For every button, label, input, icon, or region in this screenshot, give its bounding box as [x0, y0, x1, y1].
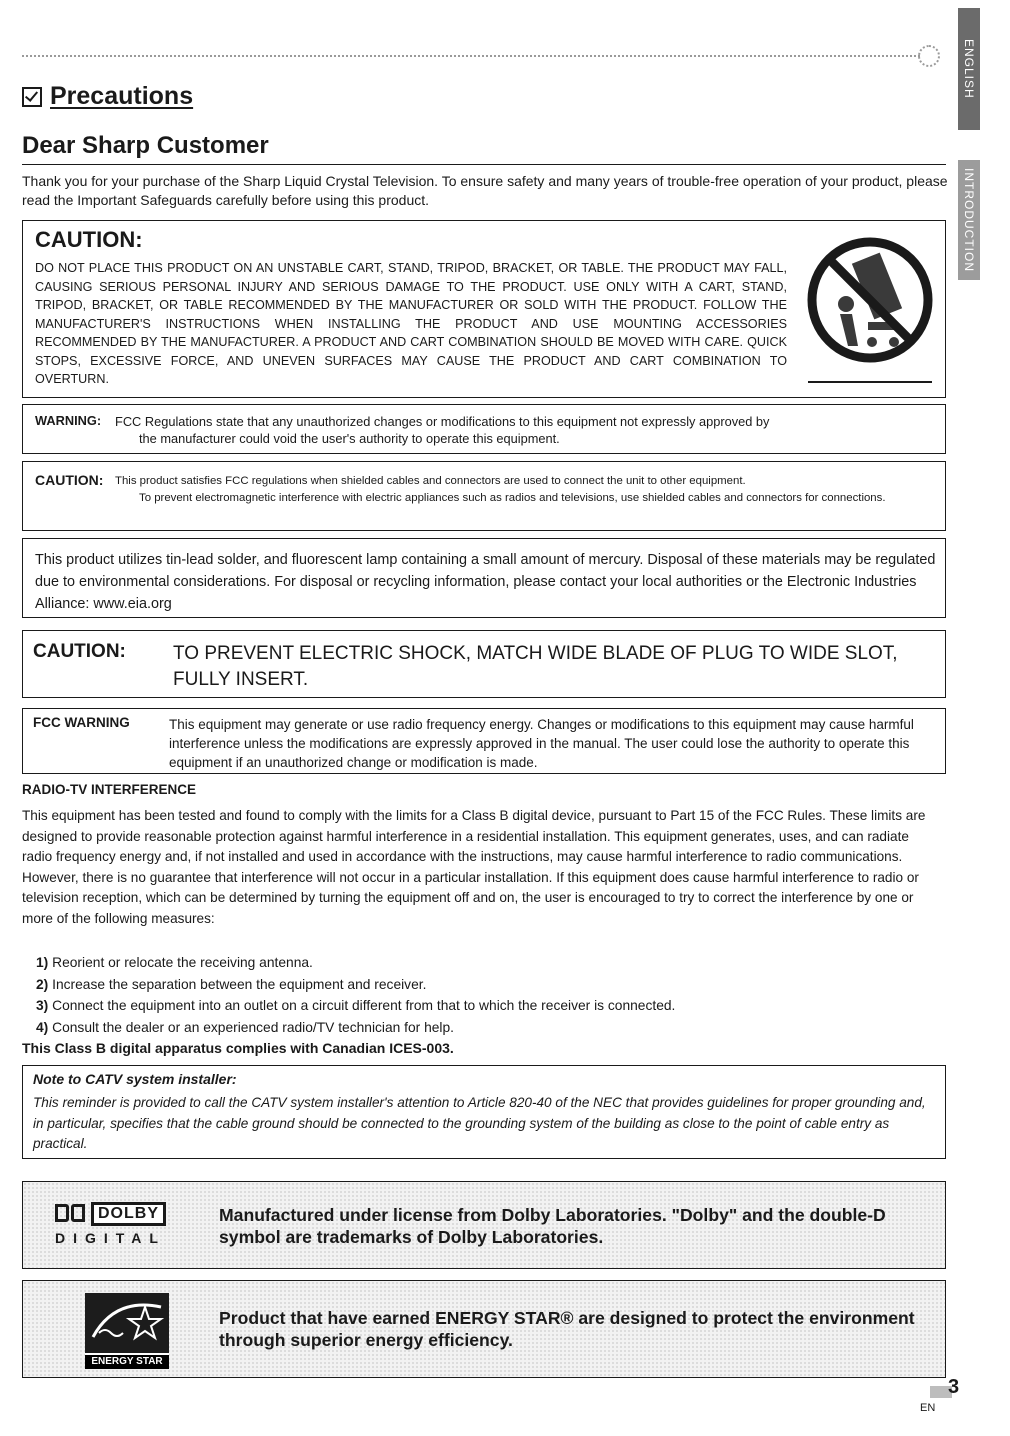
no-cart-tipover-icon	[806, 234, 934, 386]
side-tab-introduction-label: INTRODUCTION	[962, 168, 976, 272]
measure-number: 4)	[36, 1019, 49, 1035]
solder-notice-text: This product utilizes tin-lead solder, and fluorescent lamp containing a small amount of mercury. Disposal of these materials may be regulated due to environmental considerations. For disposal or recycling information, please contact your local authorities or the Electronic Industries Alliance: www.eia.org	[35, 552, 936, 612]
list-item	[36, 952, 916, 974]
caution-cables-line-1: This product satisfies FCC regulations when shielded cables and connectors are used to connect the unit to other equipment.	[115, 475, 746, 487]
fcc-warning-box	[22, 708, 946, 774]
measure-number: 3)	[36, 998, 49, 1014]
caution-cables-label: CAUTION:	[35, 472, 104, 488]
side-tab-english-label: ENGLISH	[962, 39, 976, 99]
dolby-logo-word: DOLBY	[91, 1202, 166, 1226]
top-rule-circle	[918, 45, 940, 67]
side-tab-introduction[interactable]	[958, 160, 980, 280]
caution-cart-box	[22, 220, 946, 398]
dolby-logo-sub: DIGITAL	[55, 1230, 166, 1246]
measure-text: Increase the separation between the equipment and receiver.	[52, 976, 427, 992]
checkbox-icon	[22, 87, 42, 107]
solder-notice-box	[22, 538, 946, 618]
measures-list	[36, 952, 916, 1038]
catv-note-title: Note to CATV system installer:	[33, 1071, 237, 1087]
warning-line-1: FCC Regulations state that any unauthorized changes or modifications to this equipment not expressly approved by	[115, 414, 770, 429]
radio-tv-body: This equipment has been tested and found to comply with the limits for a Class B digital device, pursuant to Part 15 of the FCC Rules. These limits are designed to provide reasonable protection against harmful interference in a residential installation. This equipment generates, uses, and can radiate radio frequency energy and, if not installed and used in accordance with the instructions, may cause harmful interference to radio communications. However, there is no guarantee that interference will not occur in a particular installation. If this equipment does cause harmful interference to radio or television reception, which can be determined by turning the equipment off and on, the user is encouraged to try to correct the interference by one or more of the following measures:	[22, 808, 926, 926]
dolby-license-box	[22, 1181, 946, 1269]
measure-number: 1)	[36, 955, 49, 970]
fcc-warning-body: This equipment may generate or use radio frequency energy. Changes or modifications to this equipment may cause harmful interference unless the modifications are expressly approved in the manual. The user could lose the authority to operate this equipment if an unauthorized change or modification is made.	[169, 717, 914, 770]
warning-line-2: the manufacturer could void the user's authority to operate this equipment.	[139, 431, 560, 446]
fcc-warning-label: FCC WARNING	[33, 715, 130, 730]
measure-text: Consult the dealer or an experienced radio/TV technician for help.	[52, 1019, 455, 1035]
warning-label: WARNING:	[35, 413, 102, 428]
radio-tv-heading: RADIO-TV INTERFERENCE	[22, 782, 197, 797]
energy-star-icon	[85, 1293, 169, 1355]
energy-star-logo-label: ENERGY STAR	[85, 1353, 169, 1369]
caution-cables-line-2: To prevent electromagnetic interference with electric appliances such as radios and televisions, use shielded cables and connectors for connections.	[139, 492, 886, 504]
side-tab-english[interactable]	[958, 8, 980, 130]
warning-body	[115, 413, 941, 447]
measure-text: Reorient or relocate the receiving antenna.	[52, 955, 313, 970]
caution-cart-body: DO NOT PLACE THIS PRODUCT ON AN UNSTABLE CART, STAND, TRIPOD, BRACKET, OR TABLE. THE PRODUCT MAY FALL, CAUSING SERIOUS PERSONAL INJURY AND SERIOUS DAMAGE TO THE PRODUCT. USE ONLY WITH A CART, STAND, TRIPOD, BRACKET, OR TABLE RECOMMENDED BY THE MANUFACTURER OR SOLD WITH THE PRODUCT. FOLLOW THE MANUFACTURER'S INSTRUCTIONS WHEN INSTALLING THE PRODUCT AND USE MOUNTING ACCESSORIES RECOMMENDED BY THE MANUFACTURER. A PRODUCT AND CART COMBINATION SHOULD BE MOVED WITH CARE. QUICK STOPS, EXCESSIVE FORCE, AND UNEVEN SURFACES MAY CAUSE THE PRODUCT AND CART COMBINATION TO OVERTURN.	[35, 261, 787, 386]
list-item	[36, 1017, 916, 1039]
section-title-text: Precautions	[50, 82, 194, 110]
dolby-digital-logo	[55, 1202, 215, 1252]
page-title: Dear Sharp Customer	[22, 132, 269, 159]
heading-divider	[22, 164, 946, 165]
catv-note-body: This reminder is provided to call the CATV system installer's attention to Article 820-40 of the NEC that provides guidelines for proper grounding and, in particular, specifies that the cable ground should be connected to the grounding system of the building as close to the point of cable entry as practical.	[33, 1095, 926, 1151]
canadian-compliance-note: This Class B digital apparatus complies with Canadian ICES-003.	[22, 1040, 454, 1056]
measure-text: Connect the equipment into an outlet on a circuit different from that to which the receiver is connected.	[52, 998, 676, 1014]
list-item	[36, 995, 916, 1017]
dolby-license-text: Manufactured under license from Dolby Laboratories. "Dolby" and the double-D symbol are trademarks of Dolby Laboratories.	[219, 1205, 886, 1247]
catv-note-box	[22, 1065, 946, 1159]
intro-paragraph: Thank you for your purchase of the Sharp Liquid Crystal Television. To ensure safety and many years of trouble-free operation of your product, please read the Important Safeguards carefully before using this product.	[22, 173, 948, 208]
page-number: 3	[948, 1376, 960, 1398]
caution-cables-body	[115, 473, 955, 507]
energy-star-box	[22, 1280, 946, 1378]
fcc-regulations-warning-box	[22, 404, 946, 454]
caution-cart-title: CAUTION:	[35, 227, 143, 252]
top-dotted-rule	[22, 55, 920, 57]
energy-star-text: Product that have earned ENERGY STAR® are designed to protect the environment through superior energy efficiency.	[219, 1308, 915, 1350]
list-item	[36, 974, 916, 996]
section-title	[22, 82, 193, 111]
energy-star-logo	[85, 1293, 169, 1369]
caution-shock-label: CAUTION:	[33, 641, 126, 662]
caution-shock-body: TO PREVENT ELECTRIC SHOCK, MATCH WIDE BLADE OF PLUG TO WIDE SLOT, FULLY INSERT.	[173, 643, 898, 690]
double-d-icon	[55, 1204, 85, 1222]
measure-number: 2)	[36, 976, 49, 992]
caution-shock-box	[22, 630, 946, 698]
caution-cables-box	[22, 461, 946, 531]
page-language: EN	[920, 1402, 936, 1414]
